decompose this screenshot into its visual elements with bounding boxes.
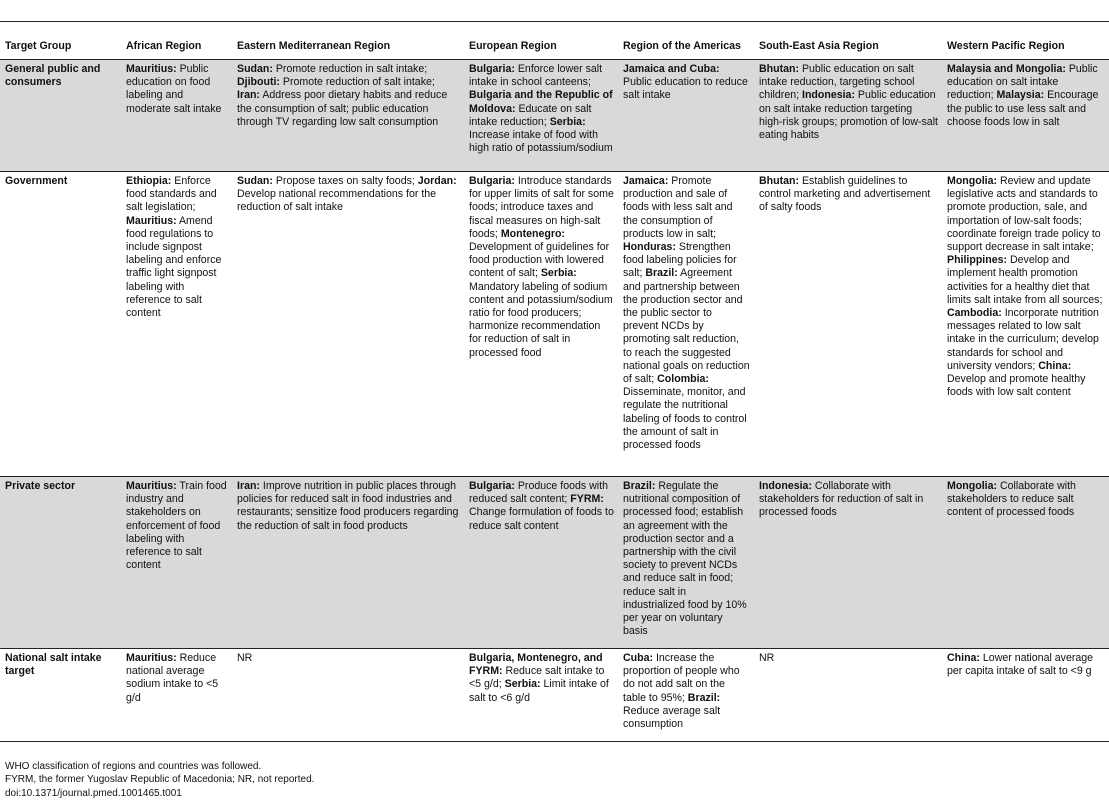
cell-region-of-the-americas <box>618 477 754 649</box>
policy-text: Reduce average salt consumption <box>623 704 721 731</box>
country-label: Serbia: <box>549 115 586 128</box>
country-label: Mongolia: <box>947 480 998 492</box>
policy-text: Public education on salt intake reduction; <box>947 63 1098 102</box>
country-label: Brazil: <box>623 480 656 492</box>
salt-policy-table <box>0 22 1109 742</box>
cell-african-region <box>121 172 232 477</box>
header-western-pacific-region: Western Pacific Region <box>942 22 1109 60</box>
policy-text: Amend food regulations to include signpost labeling and enforce traffic light signpost labeling with reference to salt content <box>126 214 222 320</box>
policy-text: Train food industry and stakeholders on enforcement of food labeling with reference to salt content <box>126 480 227 572</box>
country-label: Malaysia and Mongolia: <box>947 63 1066 75</box>
target-group-cell: Government <box>0 172 121 477</box>
country-label: Iran: <box>237 89 260 102</box>
policy-text: NR <box>237 652 253 664</box>
country-label: Iran: <box>237 480 260 492</box>
country-label: Mauritius: <box>126 63 177 75</box>
table-row <box>0 60 1109 172</box>
country-label: Brazil: <box>687 691 721 704</box>
policy-text: Lower national average per capita intake of salt to <9 g <box>947 652 1094 678</box>
country-label: Philippines: <box>947 254 1008 267</box>
cell-african-region <box>121 60 232 172</box>
country-label: China: <box>947 652 980 664</box>
footnote-doi: doi:10.1371/journal.pmed.1001465.t001 <box>5 787 182 799</box>
policy-text: NR <box>759 652 775 664</box>
policy-text: Limit intake of salt to <6 g/d <box>469 678 609 704</box>
policy-text: Establish guidelines to control marketing and advertisement of salty foods <box>759 175 931 214</box>
cell-south-east-asia-region <box>754 649 942 742</box>
cell-eastern-mediterranean-region <box>232 649 464 742</box>
cell-eastern-mediterranean-region <box>232 172 464 477</box>
cell-region-of-the-americas <box>618 649 754 742</box>
cell-eastern-mediterranean-region <box>232 477 464 649</box>
policy-text: Change formulation of foods to reduce salt content <box>469 506 614 532</box>
cell-south-east-asia-region <box>754 477 942 649</box>
country-label: Bulgaria and the Republic of Moldova: <box>469 89 613 115</box>
country-label: China: <box>1038 359 1072 372</box>
cell-european-region <box>464 477 618 649</box>
policy-text: Propose taxes on salty foods; <box>272 175 418 187</box>
policy-text: Develop and implement health promotion activities for a healthy diet that limits salt intake from all sources; <box>947 254 1103 306</box>
header-european-region: European Region <box>464 22 618 60</box>
country-label: Mauritius: <box>126 480 177 492</box>
country-label: Brazil: <box>645 267 678 280</box>
cell-western-pacific-region <box>942 60 1109 172</box>
country-label: Serbia: <box>504 678 541 691</box>
table-footnotes <box>5 760 314 800</box>
policy-text: Agreement and partnership between the production sector and the public sector to prevent NCDs by promoting salt reduction, to reach the suggested national goals on reduction of salt; <box>623 267 750 386</box>
country-label: Bulgaria, Montenegro, and FYRM: <box>469 652 603 678</box>
cell-european-region <box>464 172 618 477</box>
policy-text: Review and update legislative acts and standards to promote production, sale, and importation of low-salt foods; coordinate foreign trade policy to support decrease in salt intake; <box>947 175 1101 254</box>
policy-text: Address poor dietary habits and reduce the consumption of salt; public education through TV regarding low salt consumption <box>237 89 448 128</box>
policy-text: Improve nutrition in public places through policies for reduced salt in food industries and restaurants; sensitize food producers regarding the reduction of salt in food products <box>237 480 459 532</box>
cell-western-pacific-region <box>942 477 1109 649</box>
header-south-east-asia-region: South-East Asia Region <box>754 22 942 60</box>
policy-text: Collaborate with stakeholders to reduce salt content of processed foods <box>947 480 1076 519</box>
country-label: Cambodia: <box>947 307 1002 320</box>
country-label: Mauritius: <box>126 214 177 227</box>
cell-region-of-the-americas <box>618 60 754 172</box>
cell-western-pacific-region <box>942 649 1109 742</box>
country-label: Sudan: <box>237 63 273 75</box>
policy-text: Promote reduction in salt intake; <box>272 63 428 75</box>
policy-text: Increase intake of food with high ratio of potassium/sodium <box>469 129 613 155</box>
policy-text: Public education on food labeling and moderate salt intake <box>126 63 222 115</box>
country-label: Bhutan: <box>759 63 800 75</box>
country-label: Mauritius: <box>126 652 177 664</box>
cell-european-region <box>464 649 618 742</box>
country-label: Bulgaria: <box>469 480 515 492</box>
cell-region-of-the-americas <box>618 172 754 477</box>
policy-text: Produce foods with reduced salt content; <box>469 480 608 506</box>
policy-text: Strengthen food labeling policies for salt; <box>623 241 737 280</box>
cell-south-east-asia-region <box>754 172 942 477</box>
country-label: Djibouti: <box>237 76 280 89</box>
country-label: Montenegro: <box>500 227 565 240</box>
policy-text: Incorporate nutrition messages related to low salt intake in the curriculum; develop standards for school and university vendors; <box>947 307 1099 372</box>
country-label: Serbia: <box>540 267 577 280</box>
policy-text: Develop national recommendations for the reduction of salt intake <box>237 188 437 214</box>
cell-african-region <box>121 477 232 649</box>
header-region-of-the-americas: Region of the Americas <box>618 22 754 60</box>
policy-text: Introduce standards for upper limits of salt for some foods; introduce taxes and fiscal measures on high-salt foods; <box>469 175 614 240</box>
country-label: Cuba: <box>623 652 654 664</box>
target-group-cell: General public and consumers <box>0 60 121 172</box>
cell-european-region <box>464 60 618 172</box>
policy-text: Reduce national average sodium intake to <5 g/d <box>126 652 219 704</box>
target-group-cell: Private sector <box>0 477 121 649</box>
target-group-cell: National salt intake target <box>0 649 121 742</box>
country-label: Malaysia: <box>996 89 1045 102</box>
policy-text: Public education to reduce salt intake <box>623 76 748 102</box>
country-label: Indonesia: <box>802 89 855 102</box>
country-label: Jamaica: <box>623 175 669 187</box>
cell-western-pacific-region <box>942 172 1109 477</box>
country-label: Colombia: <box>657 373 709 386</box>
country-label: Mongolia: <box>947 175 998 187</box>
country-label: Honduras: <box>623 241 676 254</box>
policy-text: Development of guidelines for food production with lowered content of salt; <box>469 241 610 280</box>
policy-text: Mandatory labeling of sodium content and potassium/sodium ratio for food producers; harmonize recommendation for reduction of salt in processed food <box>469 280 613 359</box>
header-target-group: Target Group <box>0 22 121 60</box>
country-label: Ethiopia: <box>126 175 172 187</box>
policy-text: Promote production and sale of foods with less salt and the consumption of products low in salt; <box>623 175 733 240</box>
policy-text: Enforce lower salt intake in school canteens; <box>469 63 603 89</box>
country-label: Jordan: <box>417 175 457 187</box>
country-label: Jamaica and Cuba: <box>623 63 720 75</box>
cell-south-east-asia-region <box>754 60 942 172</box>
policy-text: Collaborate with stakeholders for reduction of salt in processed foods <box>759 480 924 519</box>
country-label: FYRM: <box>570 493 604 506</box>
table-row <box>0 477 1109 649</box>
country-label: Bhutan: <box>759 175 800 187</box>
policy-text: Public education on salt intake reduction, targeting school children; <box>759 63 915 102</box>
table-body <box>0 60 1109 742</box>
cell-eastern-mediterranean-region <box>232 60 464 172</box>
country-label: Bulgaria: <box>469 63 515 75</box>
country-label: Indonesia: <box>759 480 812 492</box>
table-row <box>0 172 1109 477</box>
country-label: Bulgaria: <box>469 175 515 187</box>
header-eastern-mediterranean-region: Eastern Mediterranean Region <box>232 22 464 60</box>
policy-text: Reduce salt intake to <5 g/d; <box>469 665 605 691</box>
footnote-abbreviations: FYRM, the former Yugoslav Republic of Macedonia; NR, not reported. <box>5 774 315 786</box>
policy-text: Educate on salt intake reduction; <box>469 102 592 128</box>
cell-african-region <box>121 649 232 742</box>
policy-text: Enforce food standards and salt legislation; <box>126 175 217 214</box>
policy-text: Promote reduction of salt intake; <box>279 76 435 89</box>
policy-text: Increase the proportion of people who do not add salt on the table to 95%; <box>623 652 740 704</box>
policy-text: Regulate the nutritional composition of processed food; establish an agreement with the production sector and a partnership with the civil society to prevent NCDs and reduce salt in food; reduce salt in industrialized food by 10% per year on voluntary basis <box>623 480 747 638</box>
policy-text: Public education on salt intake reduction targeting high-risk groups; promotion of low-salt eating habits <box>759 89 938 142</box>
table-row <box>0 649 1109 742</box>
policy-text: Develop and promote healthy foods with low salt content <box>947 373 1086 399</box>
header-african-region: African Region <box>121 22 232 60</box>
country-label: Sudan: <box>237 175 273 187</box>
policy-text: Encourage the public to use less salt and choose foods low in salt <box>947 89 1099 128</box>
header-row <box>0 22 1109 60</box>
policy-text: Disseminate, monitor, and regulate the nutritional labeling of foods to control the amount of salt in processed foods <box>623 386 747 452</box>
footnote-who-classification: WHO classification of regions and countries was followed. <box>5 761 262 772</box>
